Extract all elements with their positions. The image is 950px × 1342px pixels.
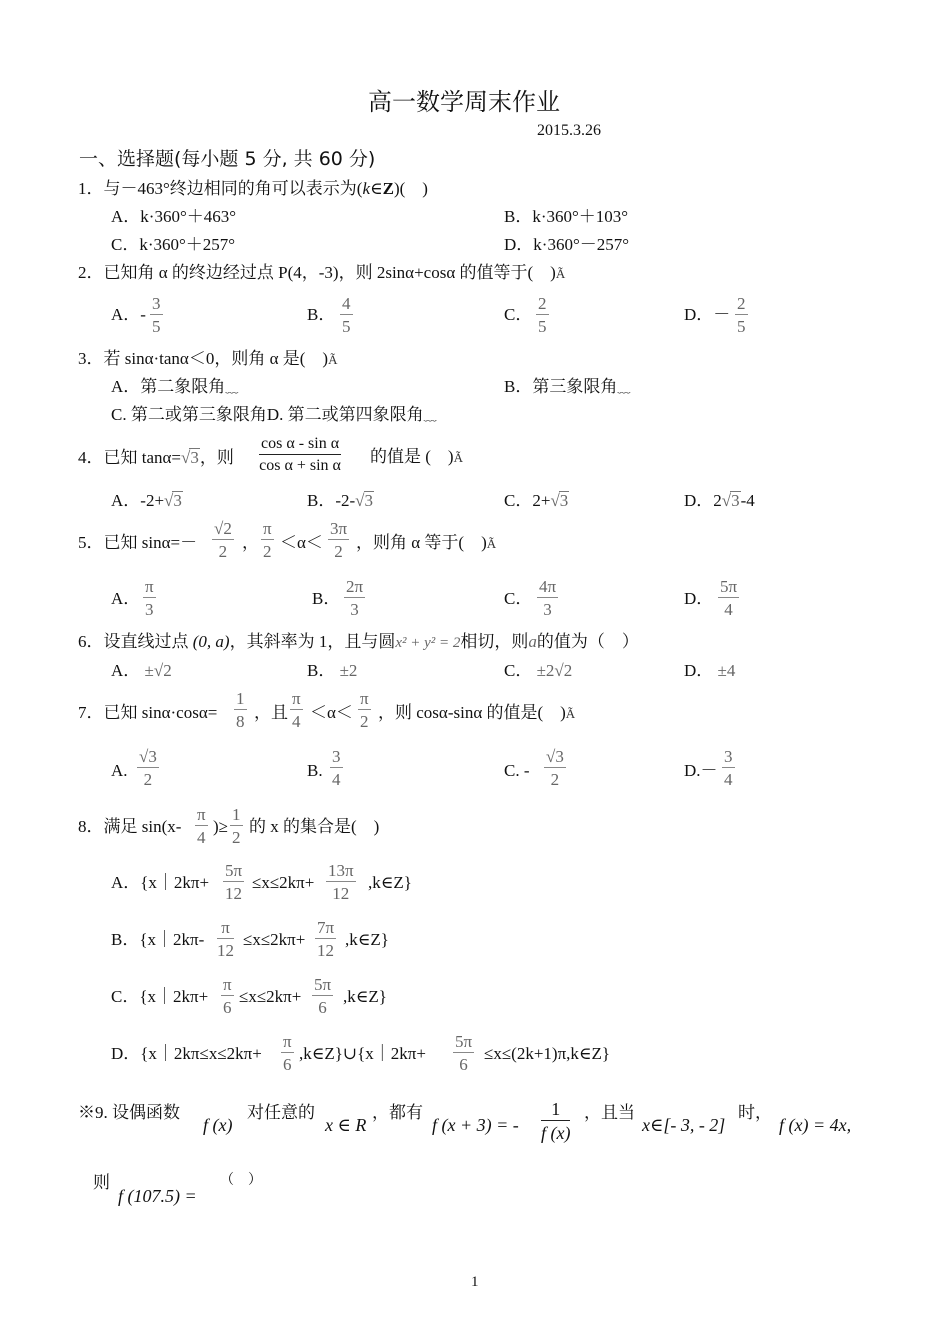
- q8-pi-over-4-fraction: $\frac{\pi}{4}$: [197, 805, 206, 847]
- q7-option-c-fraction: $\frac{√3}{2}$: [546, 747, 564, 789]
- q7-option-b-fraction: $\frac{3}{4}$: [332, 747, 341, 789]
- q9-and-when: ，且当: [584, 1103, 635, 1122]
- q3-option-c-d: C. 第二或第三象限角D. 第二或第四象限角﹏: [111, 405, 437, 424]
- q7-option-d-fraction: $\frac{3}{4}$: [724, 747, 733, 789]
- q8-option-b-pre: B．{x｜2kπ-: [111, 930, 205, 949]
- q8-option-c-fraction-1: $\frac{\pi}{6}$: [223, 975, 232, 1017]
- question-5-stem-pre: 5．已知 sinα=－: [78, 533, 198, 552]
- q8-option-a-fraction-2: $\frac{13\pi}{12}$: [328, 861, 354, 903]
- question-8-stem-post: 的 x 的集合是( ): [249, 817, 380, 836]
- q8-option-a-pre: A．{x｜2kπ+: [111, 873, 210, 892]
- q9-function: f (x): [203, 1115, 233, 1135]
- q1-option-b: B．k·360°＋103°: [504, 207, 629, 226]
- q8-option-d-fraction-1: $\frac{\pi}{6}$: [283, 1032, 292, 1074]
- q9-interval: x∈[- 3, - 2]: [642, 1115, 726, 1135]
- q7-inequality: ＜α＜: [310, 703, 353, 722]
- q9-then: 则: [93, 1173, 110, 1192]
- q1-option-c: C．k·360°＋257°: [111, 235, 236, 254]
- q8-geq: )≥: [213, 817, 228, 836]
- q7-and: ，且: [254, 703, 288, 722]
- q5-lower-bound-fraction: $\frac{\pi}{2}$: [263, 519, 272, 561]
- q4-expression-fraction: $\frac{\text{cos α - sin α}}{\text{cos α + sin α}}$: [259, 435, 341, 474]
- q1-option-a: A．k·360°＋463°: [111, 207, 237, 226]
- q9-answer-blank: （ ）: [220, 1173, 262, 1188]
- q8-option-c-pre: C．{x｜2kπ+: [111, 987, 209, 1006]
- q7-product-fraction: $\frac{1}{8}$: [236, 689, 245, 731]
- question-5-stem-post: ，则角 α 等于( )Ã: [356, 533, 497, 552]
- q3-option-b: B．第三象限角﹏: [504, 377, 631, 396]
- q9-function-definition: f (x) = 4x,: [779, 1115, 852, 1135]
- q8-option-c-mid: ≤x≤2kπ+: [239, 987, 302, 1006]
- q5-option-c-fraction: $\frac{4\pi}{3}$: [539, 577, 557, 619]
- q8-option-c-post: ,k∈Z}: [343, 987, 387, 1006]
- q6-option-c: C． ±2√2: [504, 661, 573, 680]
- q5-option-d-label: D．: [684, 589, 714, 608]
- question-7-stem-pre: 7．已知 sinα·cosα=: [78, 703, 218, 722]
- q8-option-d-pre: D．{x｜2kπ≤x≤2kπ+: [111, 1044, 262, 1063]
- q9-for-any: 对任意的: [247, 1103, 315, 1122]
- q9-target: f (107.5) =: [118, 1186, 197, 1206]
- q7-option-a-label: A.: [111, 761, 128, 780]
- q8-half-fraction: $\frac{1}{2}$: [232, 805, 241, 847]
- q7-lower-bound-fraction: $\frac{\pi}{4}$: [292, 689, 301, 731]
- q9-always: ，都有: [372, 1103, 423, 1122]
- q2-option-a-label: A．-: [111, 305, 146, 324]
- q5-option-a-label: A．: [111, 589, 141, 608]
- page-title: 高一数学周末作业: [368, 88, 560, 116]
- q7-upper-bound-fraction: $\frac{\pi}{2}$: [360, 689, 369, 731]
- q6-option-a: A． ±√2: [111, 661, 172, 680]
- q8-option-d-fraction-2: $\frac{5\pi}{6}$: [455, 1032, 473, 1074]
- q5-option-b-label: B．: [312, 589, 341, 608]
- q2-option-b-fraction: $\frac{4}{5}$: [342, 294, 351, 336]
- q8-option-a-post: ,k∈Z}: [368, 873, 412, 892]
- question-6-stem: 6．设直线过点 (0, a)，其斜率为 1，且与圆x² + y² = 2相切，则a的值为（ ）: [78, 632, 639, 651]
- question-8-stem-pre: 8．满足 sin(x-: [78, 817, 182, 836]
- q8-option-b-fraction-1: $\frac{\pi}{12}$: [217, 918, 234, 960]
- question-1-stem: 1．与－463°终边相同的角可以表示为(k∈Z)( ): [78, 179, 428, 198]
- q6-option-b: B． ±2: [307, 661, 358, 680]
- q9-domain: x ∈ R: [325, 1115, 367, 1135]
- q4-option-c: C．2+√3: [504, 491, 569, 510]
- question-4-stem-post: 的值是 ( )Ã: [370, 447, 463, 466]
- q8-option-d-post: ≤x≤(2k+1)π,k∈Z}: [484, 1044, 611, 1063]
- q2-option-b-label: B．: [307, 305, 336, 324]
- q2-option-c-fraction: $\frac{2}{5}$: [538, 294, 547, 336]
- q9-reciprocal-fraction: $\frac{1}{f (x)}$: [541, 1099, 571, 1143]
- q6-option-d: D． ±4: [684, 661, 736, 680]
- q1-option-d: D．k·360°－257°: [504, 235, 630, 254]
- q8-option-c-fraction-2: $\frac{5\pi}{6}$: [314, 975, 332, 1017]
- q8-option-b-post: ,k∈Z}: [345, 930, 389, 949]
- q9-time: 时，: [738, 1103, 772, 1122]
- q5-option-d-fraction: $\frac{5\pi}{4}$: [720, 577, 738, 619]
- q8-option-d-mid: ,k∈Z}∪{x｜2kπ+: [299, 1044, 426, 1063]
- q2-option-a-fraction: $\frac{3}{5}$: [152, 294, 161, 336]
- q8-option-b-mid: ≤x≤2kπ+: [243, 930, 306, 949]
- q4-option-a: A．-2+√3: [111, 491, 182, 510]
- q7-option-c-label: C. -: [504, 761, 530, 780]
- page-number: 1: [471, 1274, 479, 1290]
- question-4-stem-pre: 4．已知 tanα=√3，则: [78, 448, 234, 467]
- q5-option-a-fraction: $\frac{\pi}{3}$: [145, 577, 154, 619]
- question-2-stem: 2．已知角 α 的终边经过点 P(4，-3)，则 2sinα+cosα 的值等于( )Ã: [78, 263, 566, 282]
- question-3-stem: 3．若 sinα·tanα＜0，则角 α 是( )Ã: [78, 349, 338, 368]
- q3-option-a: A．第二象限角﹏: [111, 377, 239, 396]
- q8-option-a-mid: ≤x≤2kπ+: [252, 873, 315, 892]
- q2-option-d-fraction: $\frac{2}{5}$: [737, 294, 746, 336]
- question-9-stem-pre: ※9. 设偶函数: [78, 1103, 180, 1122]
- section-heading: 一、选择题(每小题 5 分, 共 60 分): [79, 148, 376, 170]
- q7-option-b-label: B.: [307, 761, 323, 780]
- q5-inequality: ＜α＜: [280, 533, 323, 552]
- q5-upper-bound-fraction: $\frac{3\pi}{2}$: [330, 519, 348, 561]
- question-7-stem-post: ，则 cosα-sinα 的值是( )Ã: [378, 703, 576, 722]
- q5-option-c-label: C．: [504, 589, 533, 608]
- q9-equation: f (x + 3) = -: [432, 1115, 519, 1135]
- q7-option-d-label: D.－: [684, 761, 718, 780]
- q5-sin-value-fraction: $\frac{√2}{2}$: [214, 519, 232, 561]
- q2-option-d-label: D．－: [684, 305, 731, 324]
- q8-option-a-fraction-1: $\frac{5\pi}{12}$: [225, 861, 243, 903]
- q5-comma: ，: [242, 533, 259, 552]
- q4-option-d: D．2√3-4: [684, 491, 755, 510]
- q4-option-b: B．-2-√3: [307, 491, 374, 510]
- date: 2015.3.26: [537, 122, 601, 139]
- q8-option-b-fraction-2: $\frac{7\pi}{12}$: [317, 918, 335, 960]
- q2-option-c-label: C．: [504, 305, 533, 324]
- q7-option-a-fraction: $\frac{√3}{2}$: [139, 747, 157, 789]
- q5-option-b-fraction: $\frac{2\pi}{3}$: [346, 577, 364, 619]
